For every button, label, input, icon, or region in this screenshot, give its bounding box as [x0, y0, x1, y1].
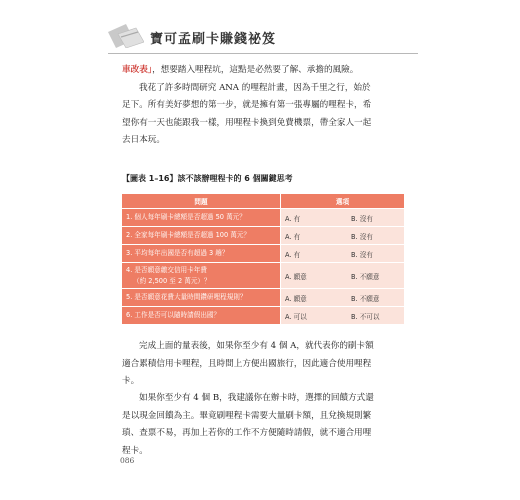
option-b-cell: B. 沒有	[347, 227, 404, 245]
paragraph-line: 適合累積信用卡哩程，且時間上方便出國旅行，因此適合使用哩程	[122, 358, 372, 369]
running-header-title: 寶可孟刷卡賺錢祕笈	[150, 32, 277, 47]
intro-paragraph	[122, 62, 404, 150]
paragraph-line: 望你有一天也能跟我一樣，用哩程卡換到免費機票，帶全家人一起	[122, 117, 372, 128]
column-header-question: 問題	[122, 194, 281, 209]
highlight-text: 車改表」	[122, 65, 153, 75]
result-paragraph-b	[122, 390, 404, 460]
question-cell: 2. 全家每年刷卡總額是否超過 100 萬元？	[122, 227, 281, 245]
question-cell	[122, 263, 281, 289]
table-header-row	[122, 194, 404, 209]
paragraph-line: 足下。所有美好夢想的第一步，就是擁有第一張專屬的哩程卡，希	[122, 100, 372, 110]
table-row	[122, 289, 404, 307]
page-number: 086	[120, 456, 135, 465]
question-cell: 6. 工作是否可以隨時請假出國？	[122, 307, 281, 325]
paragraph-line: 程卡。	[122, 445, 148, 456]
paragraph-line: 去日本玩。	[122, 135, 165, 145]
table-row	[122, 245, 404, 263]
option-a-cell: A. 願意	[281, 289, 348, 307]
option-a-cell: A. 可以	[281, 307, 348, 325]
paragraph-line: 卡。	[122, 376, 140, 386]
paragraph-line: 我花了許多時間研究 ANA 的哩程計畫，因為千里之行，始於	[139, 82, 371, 93]
questions-table	[122, 194, 404, 325]
header-divider	[108, 53, 418, 54]
column-header-option: 選項	[281, 194, 405, 209]
question-cell: 5. 是否願意花費大量時間鑽研哩程規則？	[122, 289, 281, 307]
option-a-cell: A. 有	[281, 245, 348, 263]
option-b-cell: B. 不願意	[347, 289, 404, 307]
paragraph-line: ，想要踏入哩程坑，這點是必然要了解、承擔的風險。	[152, 65, 359, 75]
option-b-cell: B. 沒有	[347, 209, 404, 227]
question-line: （約 2,500 至 2 萬元）？	[133, 276, 211, 285]
paragraph-line: 瑣、查票不易，再加上若你的工作不方便隨時請假，就不適合用哩	[122, 428, 372, 438]
table-row	[122, 307, 404, 325]
option-a-cell: A. 有	[281, 209, 348, 227]
credit-card-logo-icon	[108, 24, 144, 48]
option-a-cell: A. 有	[281, 227, 348, 245]
paragraph-line: 是以現金回饋為主。畢竟刷哩程卡需要大量刷卡額，且兌換規則繁	[122, 410, 372, 421]
option-b-cell: B. 沒有	[347, 245, 404, 263]
table-row	[122, 263, 404, 289]
option-b-cell: B. 不願意	[347, 263, 404, 289]
option-b-cell: B. 不可以	[347, 307, 404, 325]
question-line: 4. 是否願意繳交信用卡年費	[126, 265, 207, 274]
table-row	[122, 209, 404, 227]
figure-caption: 【圖表 1–16】該不該辦哩程卡的 6 個關鍵思考	[122, 174, 293, 183]
option-a-cell: A. 願意	[281, 263, 348, 289]
result-paragraph-a	[122, 338, 404, 391]
question-cell: 3. 平均每年出國是否有超過 3 趟？	[122, 245, 281, 263]
question-cell: 1. 個人每年刷卡總額是否超過 50 萬元？	[122, 209, 281, 227]
paragraph-line: 完成上面的量表後，如果你至少有 4 個 A，就代表你的刷卡額	[139, 341, 374, 351]
table-row	[122, 227, 404, 245]
paragraph-line: 如果你至少有 4 個 B，我建議你在辦卡時，選擇的回饋方式還	[139, 393, 374, 403]
